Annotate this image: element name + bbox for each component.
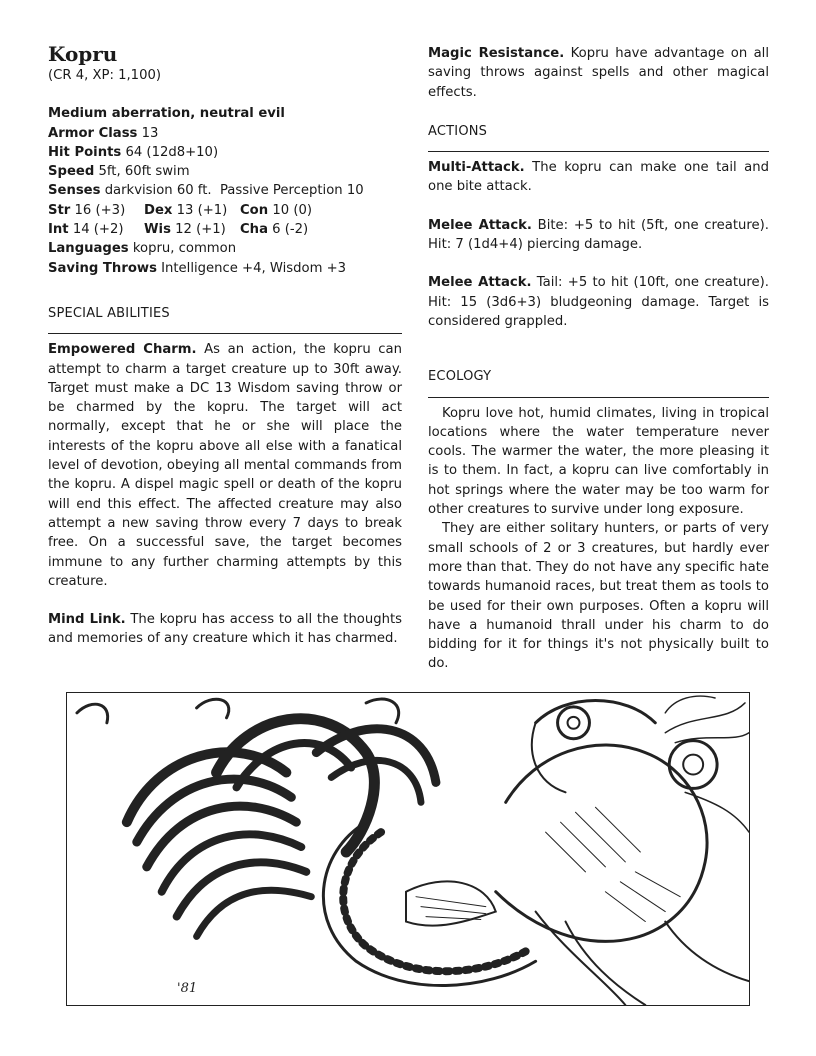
languages: Languages kopru, common <box>48 241 237 257</box>
left-column <box>48 42 402 649</box>
hit-points: Hit Points 64 (12d8+10) <box>48 144 219 160</box>
ability-empowered-charm: Empowered Charm. As an action, the kopru can attempt to charm a target creature up to 30ft away. Target must make a DC 13 Wisdom saving throw or be charmed by the kopru. The target will act normally, except that he or she will place the interests of the kopru above all else with a fanatical level of devotion, obeying all mental commands from the kopru. A dispel magic spell or death of the kopru will end this effect. The affected creature may also attempt a new saving throw every 7 days to break free. On a successful save, the target becomes immune to any further charming attempts by this creature. <box>48 342 402 589</box>
kopru-illustration <box>66 692 750 1006</box>
action-tail: Melee Attack. Tail: +5 to hit (10ft, one creature). Hit: 15 (3d6+3) bludgeoning damage. Target is considered grappled. <box>428 275 769 329</box>
section-divider <box>428 397 769 398</box>
special-abilities-heading: SPECIAL ABILITIES <box>48 305 170 321</box>
section-divider <box>48 333 402 334</box>
action-multi-attack: Multi-Attack. The kopru can make one tail and one bite attack. <box>428 160 769 195</box>
ability-dex: Dex 13 (+1) <box>144 202 228 218</box>
challenge-rating: (CR 4, XP: 1,100) <box>48 68 162 83</box>
ability-wis: Wis 12 (+1) <box>144 222 226 238</box>
type-line: Medium aberration, neutral evil <box>48 106 285 122</box>
ability-int: Int 14 (+2) <box>48 222 124 238</box>
monster-name: Kopru <box>48 42 118 66</box>
kopru-drawing <box>67 693 749 1005</box>
ecology-heading: ECOLOGY <box>428 369 492 385</box>
ability-magic-resistance: Magic Resistance. Kopru have advantage on all saving throws against spells and other magical effects. <box>428 46 769 100</box>
ability-cha: Cha 6 (-2) <box>240 222 309 238</box>
actions-heading: ACTIONS <box>428 123 488 139</box>
saving-throws: Saving Throws Intelligence +4, Wisdom +3 <box>48 260 347 276</box>
ability-str: Str 16 (+3) <box>48 202 126 218</box>
ecology-paragraph: Kopru love hot, humid climates, living in tropical locations where the water temperature never cools. The warmer the water, the more pleasing it is to them. In fact, a kopru can live comfortably in hot springs where the water may be too warm for other creatures to survive under long exposure. <box>428 405 769 518</box>
ecology-paragraph: They are either solitary hunters, or parts of very small schools of 2 or 3 creatures, but hardly ever more than that. They do not have any specific hate towards humanoid races, but treat them as tools to be used for their own purposes. Often a kopru will have a humanoid thrall under his charm to do bidding for it for things it's not physically built to do. <box>428 521 769 672</box>
ability-mind-link: Mind Link. The kopru has access to all the thoughts and memories of any creature which it has charmed. <box>48 612 402 647</box>
senses: Senses darkvision 60 ft. Passive Perception 10 <box>48 183 364 199</box>
ability-row-1 <box>48 201 402 220</box>
action-bite: Melee Attack. Bite: +5 to hit (5ft, one creature). Hit: 7 (1d4+4) piercing damage. <box>428 217 769 253</box>
armor-class: Armor Class 13 <box>48 125 159 141</box>
section-divider <box>428 151 769 152</box>
speed: Speed 5ft, 60ft swim <box>48 164 190 180</box>
ability-con: Con 10 (0) <box>240 202 312 218</box>
artist-signature: '81 <box>177 981 198 996</box>
ability-row-2 <box>48 220 402 239</box>
right-column <box>428 42 769 674</box>
